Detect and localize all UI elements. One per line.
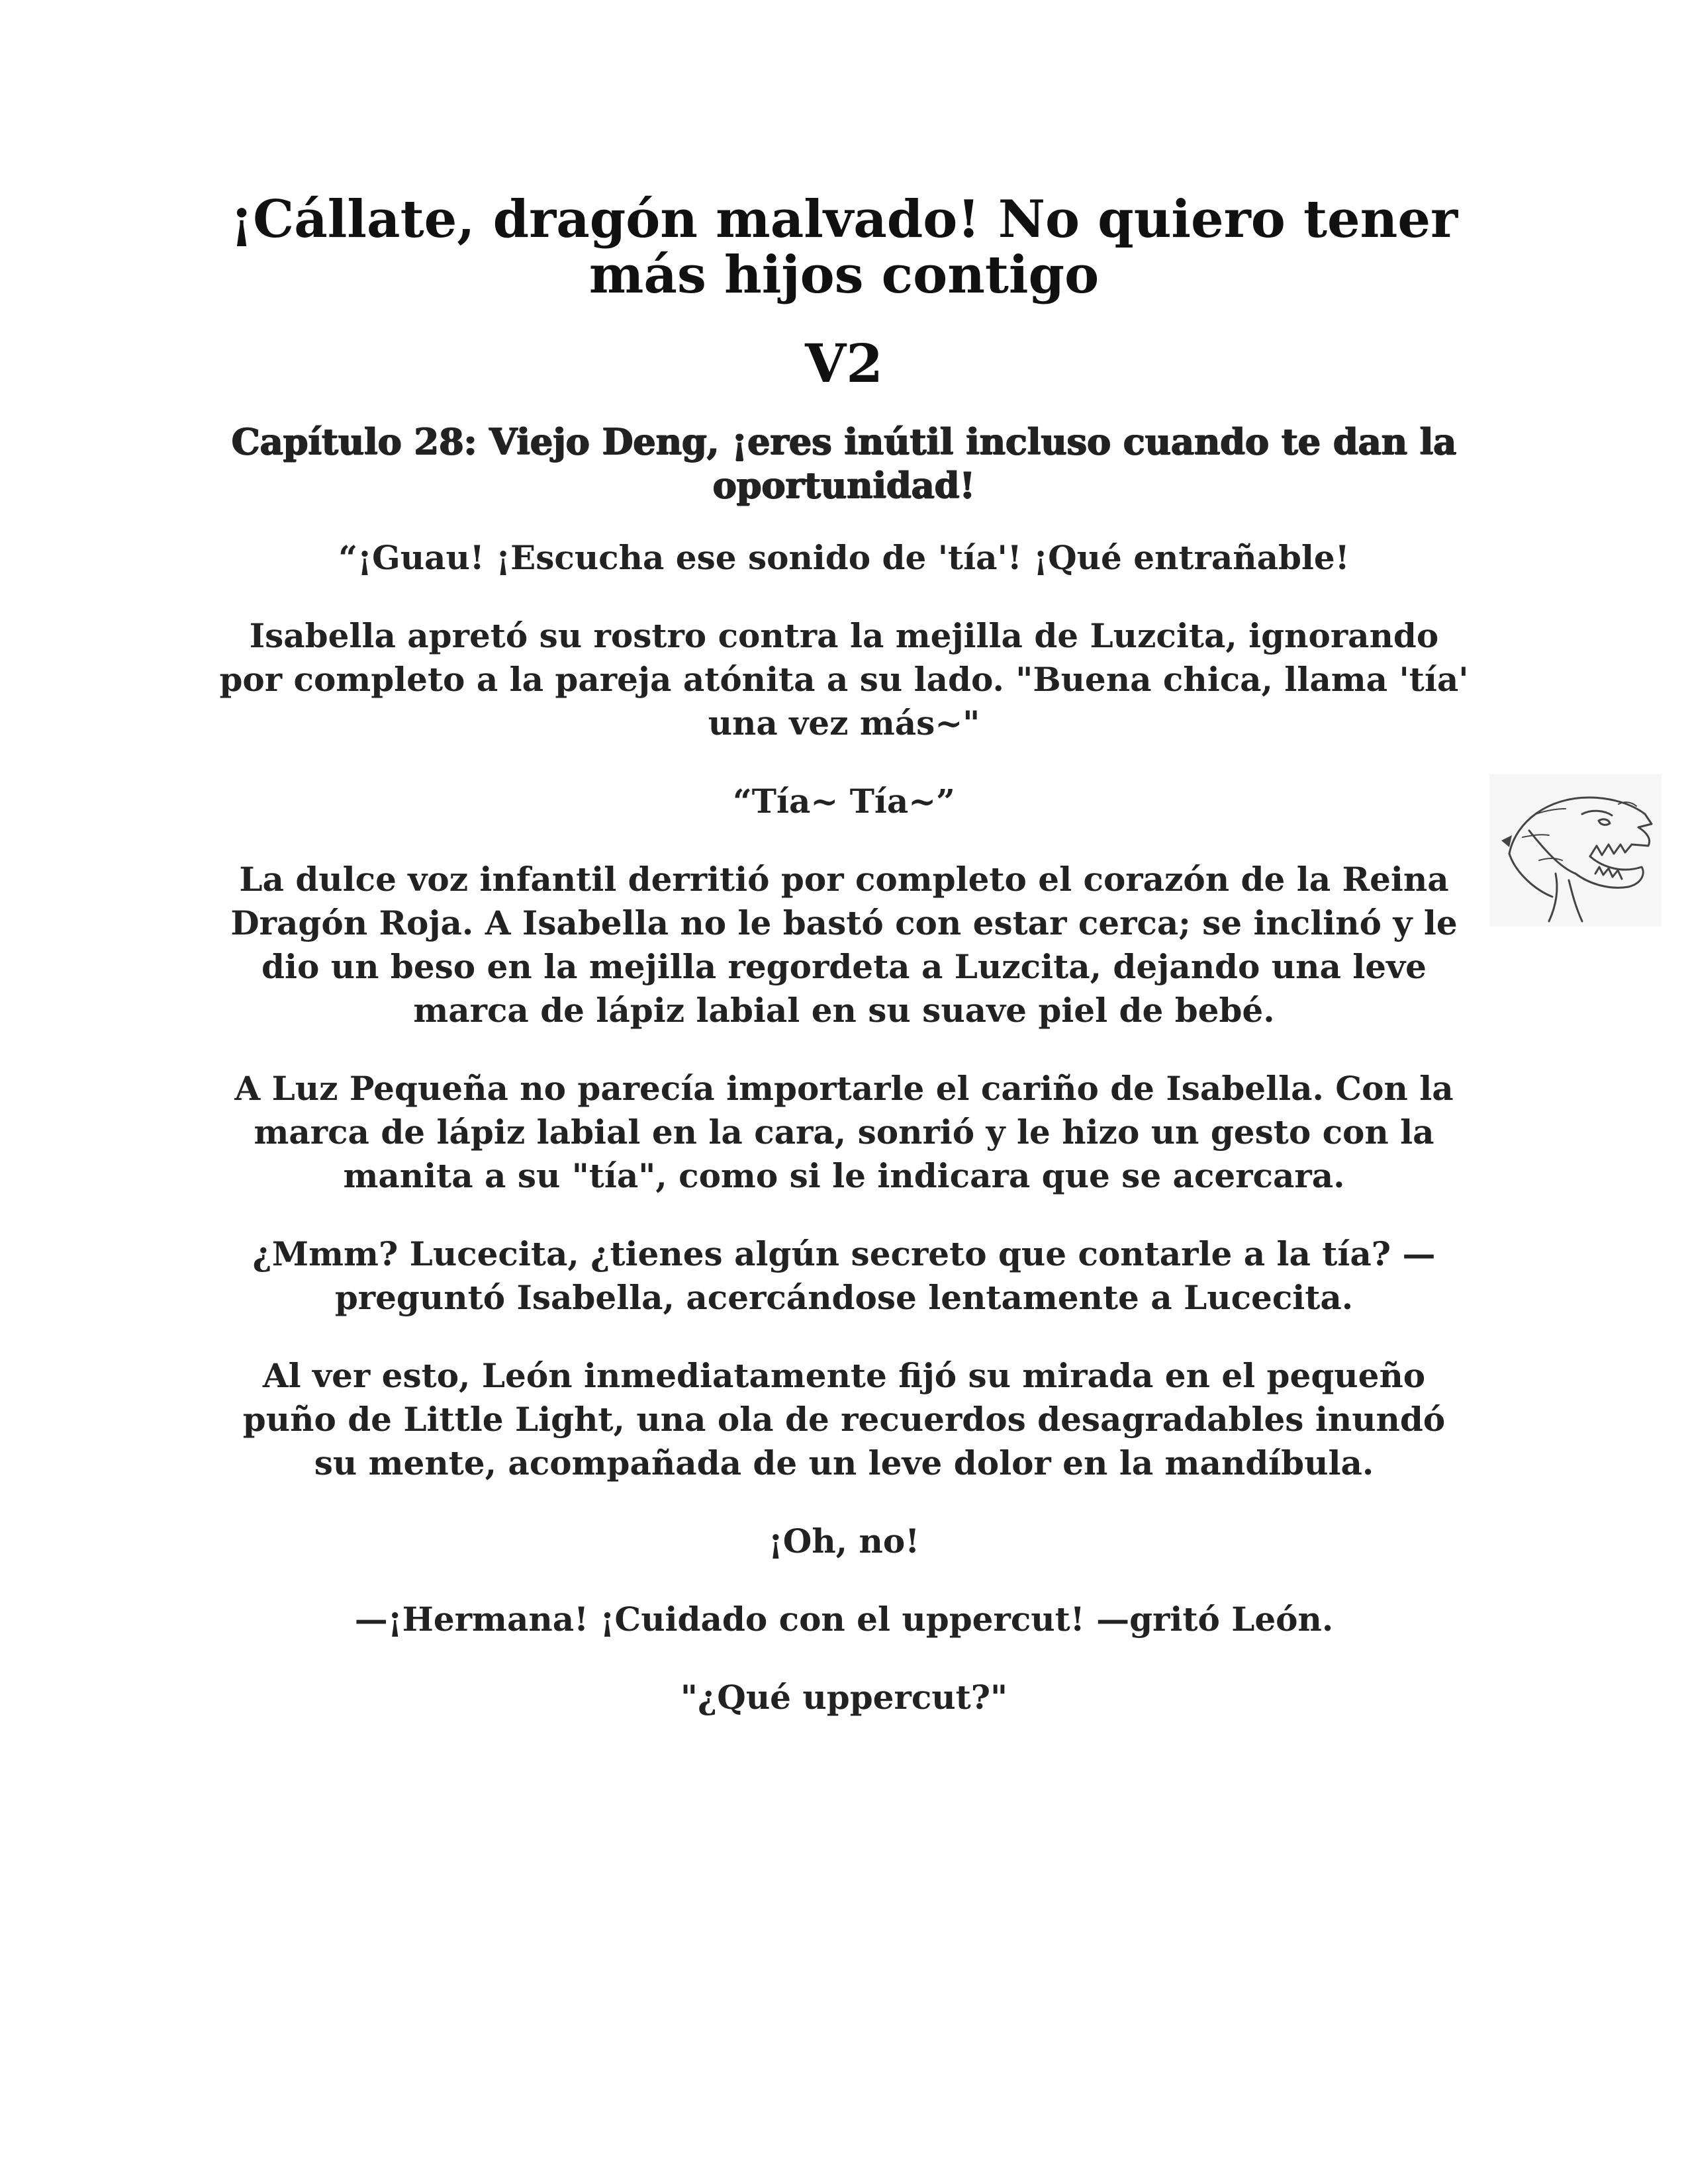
volume-label: V2	[805, 332, 883, 394]
story-paragraph: La dulce voz infantil derritió por completo el corazón de la Reina Dragón Roja. A Isabella no le bastó con estar cerca; se inclinó y le dio un beso en la mejilla regordeta a Luzcita, dejando una leve marca de lápiz labial en su suave piel de bebé.	[230, 860, 1458, 1030]
story-paragraph: ¿Mmm? Lucecita, ¿tienes algún secreto que contarle a la tía? —preguntó Isabella, acercándose lentamente a Lucecita.	[252, 1234, 1436, 1317]
story-paragraph: Isabella apretó su rostro contra la mejilla de Luzcita, ignorando por completo a la pareja atónita a su lado. "Buena chica, llama 'tía' una vez más~"	[219, 616, 1469, 743]
story-paragraph: Al ver esto, León inmediatamente fijó su mirada en el pequeño puño de Little Light, una ola de recuerdos desagradables inundó su mente, acompañada de un leve dolor en la mandíbula.	[242, 1356, 1446, 1482]
story-paragraph: “¡Guau! ¡Escucha ese sonido de 'tía'! ¡Qué entrañable!	[338, 538, 1350, 577]
story-paragraph: “Tía~ Tía~”	[733, 782, 955, 821]
document-page	[218, 189, 1470, 1754]
story-paragraph: "¿Qué uppercut?"	[680, 1678, 1008, 1717]
dragon-head-sketch-icon	[1489, 774, 1662, 927]
document-title: ¡Cállate, dragón malvado! No quiero tener más hijos contigo	[230, 189, 1458, 305]
story-paragraph: —¡Hermana! ¡Cuidado con el uppercut! —gritó León.	[354, 1600, 1334, 1639]
dragon-sketch-svg	[1489, 774, 1662, 927]
story-body	[218, 536, 1470, 1719]
chapter-heading: Capítulo 28: Viejo Deng, ¡eres inútil incluso cuando te dan la oportunidad!	[231, 420, 1457, 506]
story-paragraph: A Luz Pequeña no parecía importarle el cariño de Isabella. Con la marca de lápiz labial en la cara, sonrió y le hizo un gesto con la manita a su "tía", como si le indicara que se acercara.	[234, 1069, 1454, 1195]
story-paragraph: ¡Oh, no!	[768, 1522, 920, 1561]
